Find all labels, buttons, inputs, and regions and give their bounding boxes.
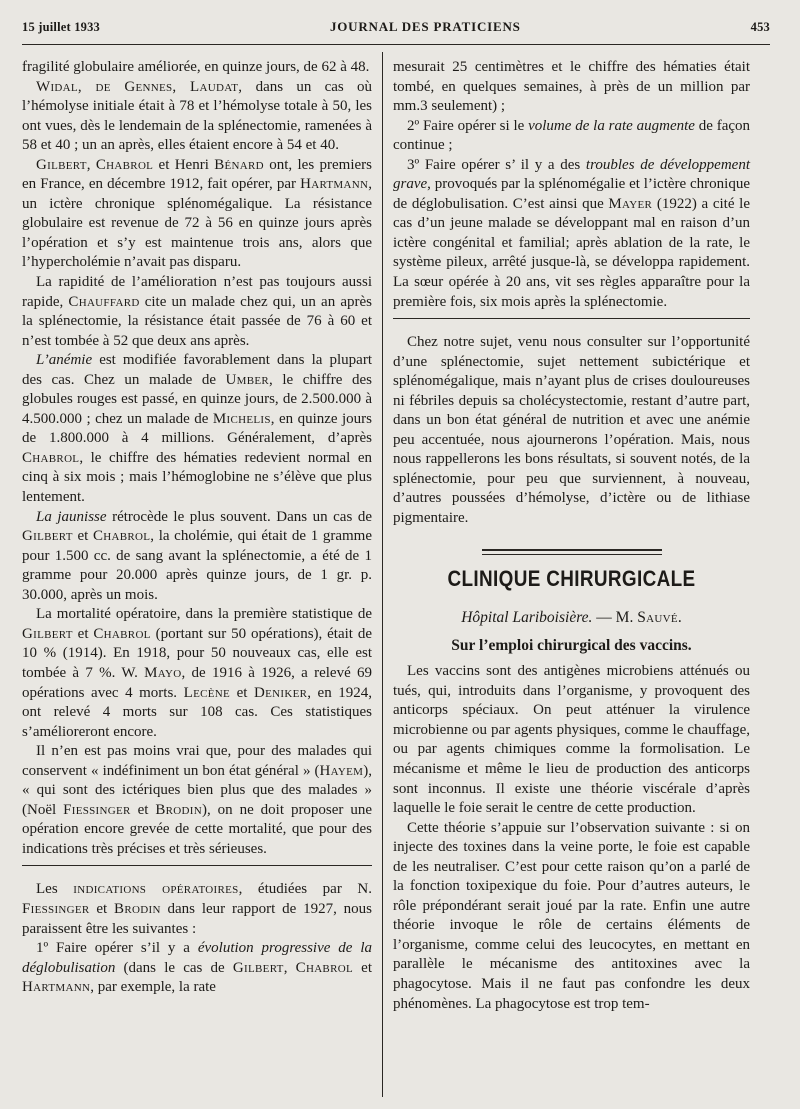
column-divider — [382, 52, 383, 1097]
text: , — [283, 959, 296, 976]
author-name: Fiessinger — [22, 900, 90, 917]
text: (portant sur 50 opérations), était de 10 % (1914). En 1918, pour 50 nouveaux cas, elle est tombée à 7 %. W. — [22, 625, 372, 681]
page-header — [22, 14, 770, 45]
author-name: Lecène — [183, 684, 231, 701]
paragraph — [393, 156, 750, 312]
text: dans leur rapport de 1927, nous paraissent être les suivantes : — [22, 900, 372, 937]
author-name: Mayer — [608, 195, 653, 212]
author-name: Hartmann — [300, 176, 369, 193]
author-name: Chauffard — [68, 293, 140, 310]
text: ), « qui sont des ictériques bien plus que des malades » (Noël — [22, 762, 372, 818]
spacer — [393, 319, 750, 333]
text: La rapidité de l’amélioration n’est pas toujours aussi rapide, — [22, 274, 372, 310]
paragraph — [22, 742, 372, 859]
left-column — [22, 58, 372, 998]
author-name: Chabrol — [22, 449, 80, 466]
text: , en 1924, ont relevé 4 morts sur 108 cas. Ces statistiques s’amélioreront encore. — [22, 684, 373, 740]
emphasis: La jaunisse — [36, 508, 107, 525]
term: indications opératoires — [73, 881, 239, 898]
author-name: Chabrol — [93, 625, 151, 642]
author-name: Chabrol — [295, 959, 353, 976]
text: , un ictère chronique splénomégalique. La résistance globulaire est revenue de 72 à 56 en quinze jours après l’opération et s’y est maintenue trois ans, alors que l’hypercholémie n’avait pas disparu. — [22, 176, 372, 271]
author-name: Chabrol — [95, 156, 154, 173]
text: et — [72, 625, 94, 642]
author-name: Chabrol — [92, 528, 151, 545]
text: , de 1916 à 1926, a relevé 69 opérations avec 4 morts. — [22, 664, 372, 701]
text: — M. — [592, 609, 638, 627]
author-name: Gilbert — [22, 528, 73, 545]
text: , en quinze jours de 1.800.000 à 4 millions. Généralement, d’après — [22, 410, 373, 447]
paragraph — [22, 605, 372, 742]
paragraph: Cette théorie s’appuie sur l’observation suivante : si on injecte des toxines dans la veine porte, le foie est capable de les neutraliser. C’est pour cette raison qu’on a parlé de la fonction toxipexique du foie. Pour d’autres auteurs, le rôle prépondérant serait joué par la rate. Enfin une autre théorie invoque le rôle de certains éléments de l’organisme, comme celui des leucocytes, en mettant en parallèle le mécanisme des antitoxines avec la phagocytose. Mais il ne faut pas confondre les deux phénomènes. La phagocytose est trop tem- — [393, 819, 750, 1012]
author-name: Sauvé — [637, 609, 678, 627]
text: , la cholémie, qui était de 1 gramme pour 1.500 cc. de sang avant la splénectomie, a été de 1 gramme pour 20.000 après quinze jours, de 1 gr. p. 30.000, après un mois. — [22, 528, 373, 603]
text: Il n’en est pas moins vrai que, pour des malades qui conservent « indéfiniment un bon état général » ( — [22, 743, 372, 779]
text: cite un malade chez qui, un an après la splénectomie, la résistance était passée de 76 à 60 et n’est tombée à 52 que deux ans après. — [22, 293, 372, 349]
author-name: Michelis — [212, 410, 271, 427]
paragraph: Les vaccins sont des antigènes microbiens atténués ou tués, qui, introduits dans l’organisme, y provoquent des anticorps spéciaux. On peut atténuer la virulence microbienne ou par agents physiques, comme le chauffage, ou par agents chimiques comme la formolisation. Le mécanisme et même le lieu de production des anticorps sont inconnus. Il existe une théorie viscérale d’après laquelle le foie serait le centre de cette production. — [393, 663, 750, 817]
paragraph-text: dans un cas où l’hémolyse initiale était à 78 et l’hémolyse totale à 50, les ont vues, dès le lendemain de la splénectomie, ramenées à 58 et 40 ; un an après, elles étaient encore à 54 et 40. — [22, 78, 372, 154]
text: , — [86, 156, 96, 173]
paragraph: Chez notre sujet, venu nous consulter sur l’opportunité d’une splénectomie, sujet nettement subictérique et splénomégalique, mais n’ayant plus de crises douloureuses ni fébriles depuis sa cholécystectomie, restant d’autre part, dans un bon état général de nutrition et avec une anémie peu accentuée, nous ajournerons l’opération. Mais, nous nous rappellerons les bons résultats, si souvent notés, de la splénectomie, pour peu que surviennent, à nouveau, d’autres poussées d’hémolyse, d’ictère ou de lithiase pigmentaire. — [393, 334, 750, 527]
section-divider — [482, 549, 662, 555]
paragraph — [22, 939, 372, 998]
text: 3º Faire opérer s’ il y a des — [407, 156, 586, 173]
text: , provoqués par la splénomégalie et l’ictère chronique de déglobulisation. C’est ainsi que — [393, 176, 750, 212]
emphasis: troubles de développement grave — [393, 156, 751, 193]
author-name: Bénard — [214, 156, 264, 173]
text: , étudiées par N. — [238, 881, 372, 898]
text: , le chiffre des globules rouges est passé, en quinze jours, de 2.500.000 à 4.500.000 ; chez un malade de — [22, 371, 372, 427]
text: Les — [36, 881, 74, 898]
paragraph — [22, 156, 372, 273]
rule-thin — [482, 554, 662, 555]
author-name: Brodin — [155, 801, 202, 818]
text: , le chiffre des hématies redevient normal en cinq à six mois ; mais l’hémoglobine ne s’élève que plus lentement. — [22, 449, 372, 506]
text: et — [72, 528, 93, 545]
header-date: 15 juillet 1933 — [22, 19, 100, 34]
article-title: Sur l’emploi chirurgical des vaccins. — [451, 636, 692, 654]
author-name: Fiessinger — [63, 801, 131, 818]
author-names: Widal, de Gennes, Laudat, — [36, 78, 243, 95]
text: et — [230, 684, 254, 701]
text: (1922) a cité le cas d’un jeune malade se développant mal en raison d’un ictère congénital et familial; après ablation de la rate, le système pileux, arrêté jusque-là, se développa rapidement. La sœur opérée à 20 ans, vit ses règles apparaître pour la première fois, six mois après la splénectomie. — [393, 195, 750, 310]
author-name: Mayo — [144, 664, 182, 681]
paragraph — [22, 508, 372, 606]
text: et — [130, 801, 156, 818]
paragraph: mesurait 25 centimètres et le chiffre des hématies était tombé, en quelques semaines, à près de un million par mm.3 seulement) ; — [393, 59, 750, 115]
emphasis: L’anémie — [36, 352, 93, 369]
text: , par exemple, la rate — [90, 979, 216, 996]
author-name: Brodin — [114, 900, 161, 917]
paragraph — [22, 273, 372, 351]
paragraph — [22, 351, 372, 507]
text: rétrocède le plus souvent. Dans un cas de — [106, 508, 372, 525]
paragraph — [22, 880, 372, 939]
author-name: Deniker — [253, 684, 308, 701]
section-title: CLINIQUE CHIRURGICALE — [447, 565, 696, 591]
author-name: Hartmann — [22, 979, 91, 996]
text: et — [352, 959, 372, 976]
paragraph — [393, 117, 750, 156]
text: (dans le cas de — [115, 959, 233, 976]
text: 1º Faire opérer s’il y a — [36, 940, 198, 957]
hospital-line — [393, 608, 750, 628]
header-journal-title: JOURNAL DES PRATICIENS — [329, 19, 521, 34]
header-page-number: 453 — [750, 19, 770, 34]
paragraph: fragilité globulaire améliorée, en quinze jours, de 62 à 48. — [22, 59, 370, 75]
text: La mortalité opératoire, dans la première statistique de — [36, 606, 372, 623]
text: et Henri — [153, 156, 215, 173]
author-name: Gilbert — [36, 156, 87, 173]
text: de façon continue ; — [393, 117, 751, 154]
spacer — [22, 866, 372, 880]
text: et — [89, 900, 115, 917]
rule-thick — [482, 549, 662, 551]
text: est modifiée favorablement dans la plupart des cas. Chez un malade de — [22, 352, 372, 388]
hospital-name: Hôpital Lariboisière. — [461, 609, 593, 627]
author-name: Gilbert — [232, 959, 284, 976]
text: ont, les premiers en France, en décembre 1912, fait opérer, par — [22, 156, 372, 193]
text: . — [677, 609, 682, 627]
emphasis: évolution progressive de la déglobulisation — [22, 940, 372, 976]
author-name: Umber — [225, 371, 270, 388]
emphasis: volume de la rate augmente — [528, 117, 695, 134]
right-column — [393, 58, 750, 1014]
author-name: Gilbert — [22, 625, 73, 642]
paragraph — [22, 78, 372, 156]
text: 2º Faire opérer si le — [407, 117, 529, 134]
author-name: Hayem — [319, 762, 364, 779]
text: ), on ne doit proposer une opération encore grevée de cette mortalité, que pour des indications très précises et très sérieuses. — [22, 801, 373, 857]
